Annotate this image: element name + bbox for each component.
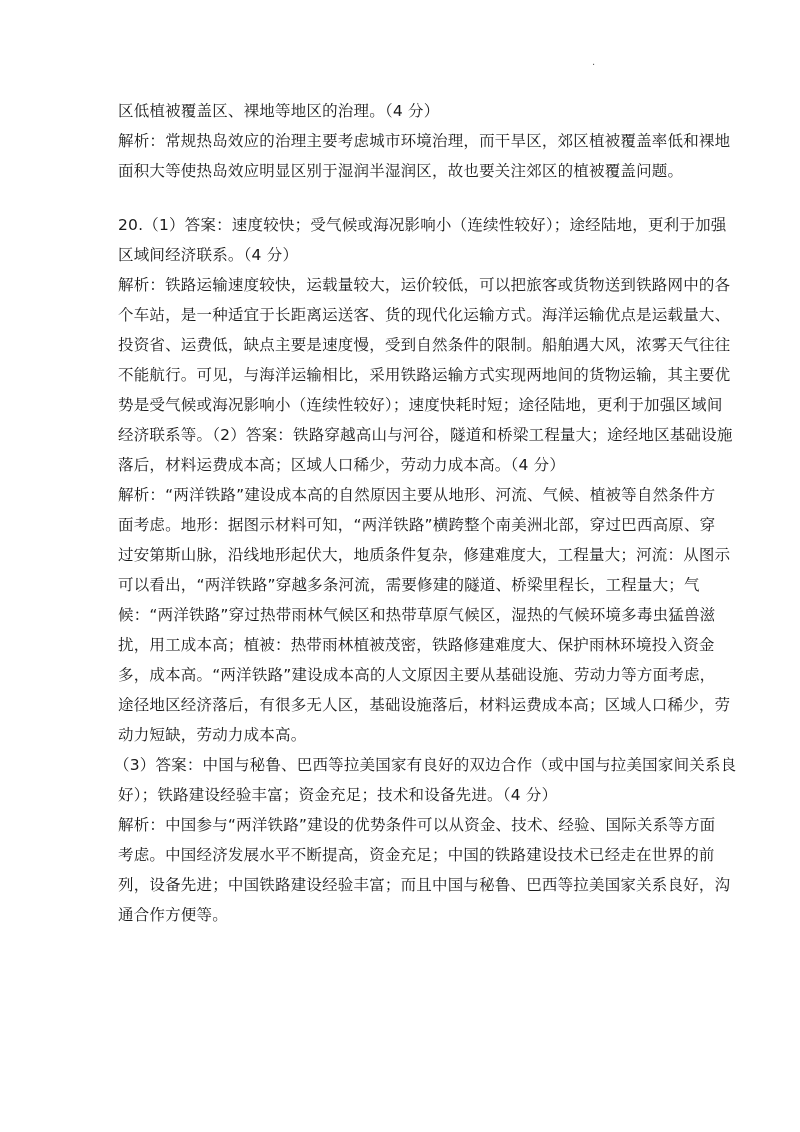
text-line: 区域间经济联系。（4 分）	[118, 246, 299, 264]
text-line: 解析：“两洋铁路”建设成本高的自然原因主要从地形、河流、气候、植被等自然条件方	[118, 486, 716, 504]
text-line: 解析：常规热岛效应的治理主要考虑城市环境治理，而干旱区，郊区植被覆盖率低和裸地	[118, 132, 731, 150]
text-line: 面积大等使热岛效应明显区别于湿润半湿润区，故也要关注郊区的植被覆盖问题。	[118, 162, 684, 180]
text-line: 个车站，是一种适宜于长距离运送客、货的现代化运输方式。海洋运输优点是运载量大、	[118, 306, 731, 324]
text-line: 可以看出，“两洋铁路”穿越多条河流，需要修建的隧道、桥梁里程长，工程量大；气	[118, 576, 700, 594]
text-line: 面考虑。地形：据图示材料可知，“两洋铁路”横跨整个南美洲北部，穿过巴西高原、穿	[118, 516, 716, 534]
text-line: 途径地区经济落后，有很多无人区，基础设施落后，材料运费成本高；区域人口稀少，劳	[118, 696, 731, 714]
text-line: 考虑。中国经济发展水平不断提高，资金充足；中国的铁路建设技术已经走在世界的前	[118, 846, 715, 864]
text-line: 解析：中国参与“两洋铁路”建设的优势条件可以从资金、技术、经验、国际关系等方面	[118, 816, 716, 834]
section-gap	[118, 186, 690, 210]
text-line: 通合作方便等。	[118, 906, 228, 924]
text-line: 过安第斯山脉，沿线地形起伏大，地质条件复杂，修建难度大，工程量大；河流：从图示	[118, 546, 731, 564]
text-line: 扰，用工成本高；植被：热带雨林植被茂密，铁路修建难度大、保护雨林环境投入资金	[118, 636, 715, 654]
text-line: 好）；铁路建设经验丰富；资金充足；技术和设备先进。（4 分）	[118, 786, 558, 804]
text-line: 不能航行。可见，与海洋运输相比，采用铁路运输方式实现两地间的货物运输，其主要优	[118, 366, 731, 384]
document-body	[114, 96, 737, 930]
text-line: 动力短缺，劳动力成本高。	[118, 726, 307, 744]
text-line: 列，设备先进；中国铁路建设经验丰富；而且中国与秘鲁、巴西等拉美国家关系良好，沟	[118, 876, 731, 894]
text-line: 20.（1）答案：速度较快；受气候或海况影响小（连续性较好）；途经陆地，更利于加强	[118, 216, 727, 234]
text-line: 候：“两洋铁路”穿过热带雨林气候区和热带草原气候区，湿热的气候环境多毒虫猛兽滋	[118, 606, 716, 624]
text-line: 多，成本高。“两洋铁路”建设成本高的人文原因主要从基础设施、劳动力等方面考虑，	[118, 666, 716, 684]
header-mark: .	[592, 57, 596, 68]
text-line: 区低植被覆盖区、裸地等地区的治理。（4 分）	[118, 102, 440, 120]
text-line: 经济联系等。（2）答案：铁路穿越高山与河谷，隧道和桥梁工程量大；途经地区基础设施	[118, 426, 733, 444]
text-line: （3）答案：中国与秘鲁、巴西等拉美国家有良好的双边合作（或中国与拉美国家间关系良	[114, 756, 737, 774]
text-line: 落后，材料运费成本高；区域人口稀少，劳动力成本高。（4 分）	[118, 456, 566, 474]
text-line: 解析：铁路运输速度较快，运载量较大，运价较低，可以把旅客或货物送到铁路网中的各	[118, 276, 731, 294]
question-20-section	[114, 210, 737, 930]
text-line: 势是受气候或海况影响小（连续性较好）；速度快耗时短；途径陆地，更利于加强区域间	[118, 396, 723, 414]
text-line: 投资省、运费低，缺点主要是速度慢，受到自然条件的限制。船舶遇大风，浓雾天气往往	[118, 336, 731, 354]
previous-answer-section	[118, 96, 731, 186]
